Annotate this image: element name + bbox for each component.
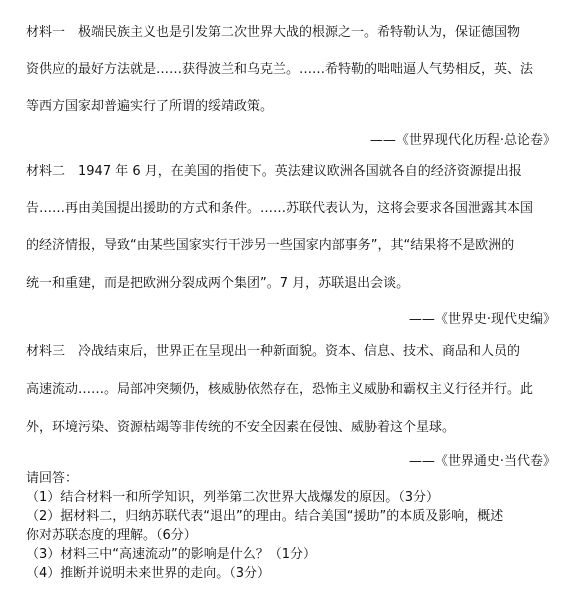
- material-two-line: 材料二 1947 年 6 月，在美国的指使下。英法建议欧洲各国就各自的经济资源提出报: [26, 164, 522, 179]
- question-line: （3）材料三中“高速流动”的影响是什么？（1分）: [26, 547, 317, 562]
- question-line: （2）据材料二，归纳苏联代表“退出”的理由。结合美国“援助”的本质及影响，概述: [26, 509, 504, 524]
- question-line: 你对苏联态度的理解。（6分）: [26, 528, 197, 543]
- material-one-line: 材料一 极端民族主义也是引发第二次世界大战的根源之一。希特勒认为，保证德国物: [26, 25, 521, 40]
- questions-prompt: 请回答：: [26, 471, 79, 486]
- material-two-line: 的经济情报，导致“由某些国家实行干涉另一些国家内部事务”，其“结果将不是欧洲的: [26, 238, 515, 253]
- material-one-line: 资供应的最好方法就是……获得波兰和乌克兰。……希特勒的咄咄逼人气势相反，英、法: [26, 62, 534, 77]
- question-line: （4）推断并说明未来世界的走向。（3分）: [26, 566, 271, 581]
- material-three-source: ——《世界通史·当代卷》: [408, 454, 556, 469]
- material-one-source: ——《世界现代化历程·总论卷》: [369, 133, 556, 148]
- material-three-line: 材料三 冷战结束后，世界正在呈现出一种新面貌。资本、信息、技术、商品和人员的: [26, 344, 521, 359]
- material-one-line: 等西方国家却普遍实行了所谓的绥靖政策。: [26, 99, 274, 114]
- material-two-line: 告……再由美国提出援助的方式和条件。……苏联代表认为，这将会要求各国泄露其本国: [26, 201, 534, 216]
- material-two-line: 统一和重建，而是把欧洲分裂成两个集团”。7 月，苏联退出会谈。: [26, 276, 410, 291]
- question-line: （1）结合材料一和所学知识，列举第二次世界大战爆发的原因。（3分）: [26, 490, 440, 505]
- material-three-line: 外，环境污染、资源枯竭等非传统的不安全因素在侵蚀、威胁着这个星球。: [26, 420, 456, 435]
- material-three-line: 高速流动……。局部冲突频仍，核威胁依然存在，恐怖主义威胁和霸权主义行径并行。此: [26, 382, 534, 397]
- material-two-source: ——《世界史·现代史编》: [408, 312, 556, 327]
